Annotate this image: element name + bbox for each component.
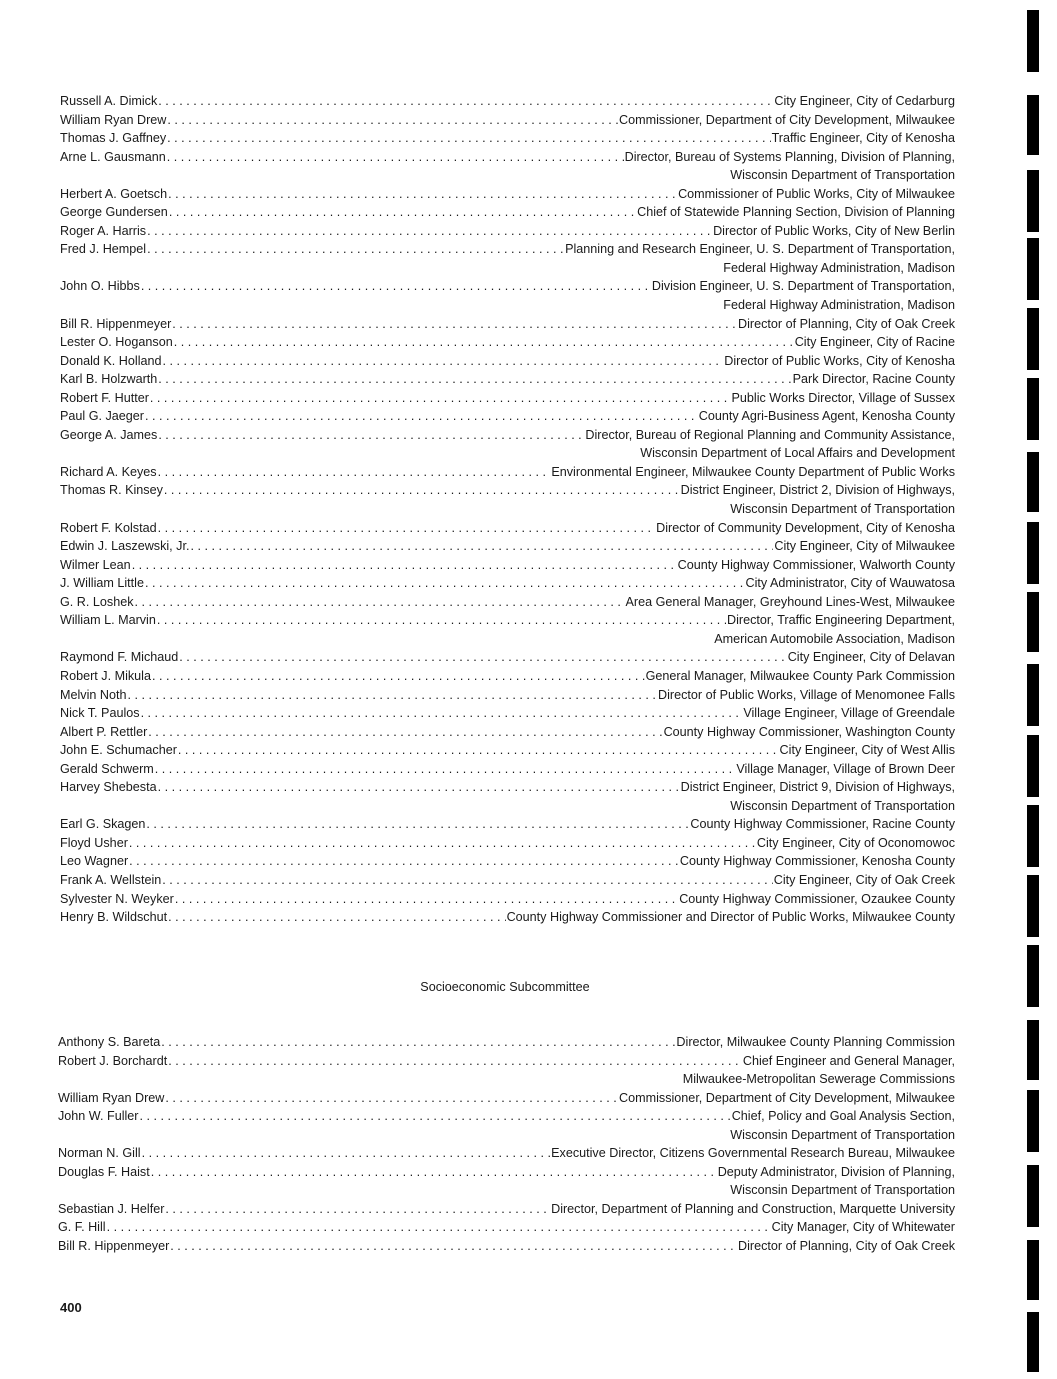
- dot-leader: [135, 593, 625, 612]
- binder-tab-mark: [1027, 452, 1039, 512]
- dot-leader: [164, 481, 680, 500]
- member-title: City Engineer, City of West Allis: [779, 743, 955, 758]
- member-name: Edwin J. Laszewski, Jr.: [60, 539, 190, 554]
- member-name: Gerald Schwerm: [60, 761, 154, 776]
- member-name: Douglas F. Haist: [58, 1164, 150, 1179]
- roster-entry: [60, 92, 955, 111]
- dot-leader: [178, 741, 779, 760]
- roster-entry: [60, 667, 955, 686]
- member-name: George A. James: [60, 427, 158, 442]
- roster-entry: [60, 333, 955, 352]
- member-title: City Engineer, City of Delavan: [787, 650, 955, 665]
- member-name: William Ryan Drew: [58, 1090, 165, 1105]
- member-name: Robert J. Borchardt: [58, 1053, 168, 1068]
- member-title-continuation: Federal Highway Administration, Madison: [723, 298, 955, 313]
- dot-leader: [152, 667, 645, 686]
- member-name: Lester O. Hoganson: [60, 335, 173, 350]
- roster-entry: [58, 1237, 955, 1256]
- member-title: Director of Community Development, City of Kenosha: [656, 520, 955, 535]
- dot-leader: [167, 148, 624, 167]
- dot-leader: [129, 834, 756, 853]
- member-name: Earl G. Skagen: [60, 817, 146, 832]
- binder-tab-mark: [1027, 1090, 1039, 1152]
- roster-entry: [60, 611, 955, 630]
- member-name: G. F. Hill: [58, 1220, 106, 1235]
- member-title: County Highway Commissioner, Washington County: [663, 724, 955, 739]
- member-title-continuation: Wisconsin Department of Transportation: [730, 502, 955, 517]
- member-name: John O. Hibbs: [60, 279, 140, 294]
- dot-leader: [141, 704, 743, 723]
- roster-entry: [58, 1144, 955, 1163]
- binder-tab-mark: [1027, 592, 1039, 652]
- roster-entry: [60, 778, 955, 797]
- member-name: Nick T. Paulos: [60, 706, 140, 721]
- member-title: Commissioner of Public Works, City of Milwaukee: [678, 186, 955, 201]
- member-name: Donald K. Holland: [60, 353, 162, 368]
- member-name: Thomas R. Kinsey: [60, 483, 163, 498]
- member-name: Melvin Noth: [60, 687, 127, 702]
- member-title: Director, Milwaukee County Planning Commission: [676, 1035, 955, 1049]
- member-title: Planning and Research Engineer, U. S. Department of Transportation,: [565, 242, 955, 257]
- roster-entry: [60, 315, 955, 334]
- member-title: Traffic Engineer, City of Kenosha: [771, 131, 955, 146]
- dot-leader: [141, 277, 651, 296]
- member-name: Roger A. Harris: [60, 223, 147, 238]
- member-title: Director of Planning, City of Oak Creek: [738, 316, 955, 331]
- member-title: Director of Public Works, Village of Menomonee Falls: [657, 687, 955, 702]
- member-title: City Engineer, City of Racine: [794, 335, 955, 350]
- dot-leader: [170, 1237, 737, 1256]
- member-title: County Highway Commissioner, Kenosha County: [679, 854, 955, 869]
- member-title: Director of Public Works, City of Kenosha: [724, 353, 955, 368]
- dot-leader: [167, 111, 618, 130]
- member-title: Chief, Policy and Goal Analysis Section,: [731, 1109, 955, 1124]
- member-name: Herbert A. Goetsch: [60, 186, 168, 201]
- member-name: Fred J. Hempel: [60, 242, 147, 257]
- dot-leader: [167, 129, 770, 148]
- member-name: Henry B. Wildschut: [60, 910, 168, 925]
- roster-entry: [60, 593, 955, 612]
- member-title: City Engineer, City of Oconomowoc: [756, 835, 955, 850]
- binder-tab-mark: [1027, 875, 1039, 937]
- member-name: George Gundersen: [60, 205, 168, 220]
- member-name: Leo Wagner: [60, 854, 129, 869]
- roster-entry: [58, 1163, 955, 1182]
- roster-entry: [60, 129, 955, 148]
- roster-entry: [58, 1052, 955, 1071]
- dot-leader: [168, 908, 506, 927]
- dot-leader: [147, 240, 564, 259]
- binder-tab-mark: [1027, 238, 1039, 300]
- member-title: Director, Bureau of Systems Planning, Division of Planning,: [624, 149, 955, 164]
- member-title-continuation: Milwaukee-Metropolitan Sewerage Commissions: [682, 1072, 955, 1087]
- member-title: Director, Department of Planning and Construction, Marquette University: [551, 1201, 955, 1216]
- member-title-continuation: Federal Highway Administration, Madison: [723, 260, 955, 275]
- roster-entry: [60, 815, 955, 834]
- member-title: General Manager, Milwaukee County Park Commission: [645, 668, 955, 683]
- member-name: William Ryan Drew: [60, 112, 167, 127]
- page-number: 400: [60, 1300, 82, 1315]
- roster-entry: [60, 481, 955, 500]
- roster-entry: [60, 370, 955, 389]
- member-title: City Engineer, City of Milwaukee: [774, 539, 955, 554]
- roster-entry: [60, 890, 955, 909]
- member-title-continuation: Wisconsin Department of Transportation: [730, 798, 955, 813]
- binder-tab-mark: [1027, 735, 1039, 797]
- roster-entry: [58, 1033, 955, 1052]
- binder-tab-mark: [1027, 945, 1039, 1007]
- member-title: District Engineer, District 9, Division of Highways,: [680, 780, 955, 795]
- dot-leader: [161, 1033, 675, 1052]
- dot-leader: [155, 760, 736, 779]
- binder-tab-mark: [1027, 1240, 1039, 1300]
- member-title: City Engineer, City of Oak Creek: [773, 872, 955, 887]
- roster-entry: [58, 1089, 955, 1108]
- member-title-continuation: American Automobile Association, Madison: [714, 631, 955, 646]
- dot-leader: [158, 426, 584, 445]
- dot-leader: [148, 723, 662, 742]
- dot-leader: [158, 92, 773, 111]
- binder-tab-mark: [1027, 1165, 1039, 1227]
- roster-entry: [60, 574, 955, 593]
- subcommittee-roster: [60, 92, 955, 927]
- roster-entry: [58, 1218, 955, 1237]
- dot-leader: [142, 1144, 551, 1163]
- roster-entry: [60, 871, 955, 890]
- roster-entry: [60, 352, 955, 371]
- binder-tab-mark: [1027, 378, 1039, 440]
- roster-entry: [60, 111, 955, 130]
- member-title: Area General Manager, Greyhound Lines-West, Milwaukee: [625, 594, 955, 609]
- binder-tab-mark: [1027, 1312, 1039, 1372]
- member-name: Bill R. Hippenmeyer: [58, 1239, 170, 1254]
- member-title: Chief of Statewide Planning Section, Division of Planning: [637, 205, 955, 220]
- binder-tab-mark: [1027, 170, 1039, 232]
- dot-leader: [168, 1052, 742, 1071]
- roster-entry: [60, 463, 955, 482]
- member-name: Robert J. Mikula: [60, 668, 151, 683]
- member-title-continuation: Wisconsin Department of Local Affairs and Development: [640, 446, 955, 461]
- dot-leader: [162, 871, 772, 890]
- dot-leader: [128, 686, 657, 705]
- member-title: Director of Planning, City of Oak Creek: [738, 1239, 955, 1254]
- dot-leader: [175, 890, 678, 909]
- member-name: Karl B. Holzwarth: [60, 372, 158, 387]
- dot-leader: [107, 1218, 771, 1237]
- member-title: Commissioner, Department of City Development, Milwaukee: [619, 1090, 955, 1105]
- dot-leader: [140, 1107, 731, 1126]
- member-title: Commissioner, Department of City Development, Milwaukee: [619, 112, 955, 127]
- roster-entry: [60, 648, 955, 667]
- member-name: G. R. Loshek: [60, 594, 134, 609]
- member-name: Norman N. Gill: [58, 1146, 141, 1161]
- binder-tab-mark: [1027, 1020, 1039, 1080]
- member-name: J. William Little: [60, 576, 144, 591]
- dot-leader: [172, 315, 737, 334]
- roster-entry: [60, 407, 955, 426]
- member-name: Bill R. Hippenmeyer: [60, 316, 172, 331]
- member-title: Division Engineer, U. S. Department of Transportation,: [651, 279, 955, 294]
- dot-leader: [158, 519, 656, 538]
- member-title: City Manager, City of Whitewater: [771, 1220, 955, 1235]
- roster-entry: [58, 1107, 955, 1126]
- member-title: City Administrator, City of Wauwatosa: [745, 576, 955, 591]
- dot-leader: [168, 185, 677, 204]
- binder-tab-mark: [1027, 10, 1039, 72]
- dot-leader: [151, 1163, 717, 1182]
- member-title: County Highway Commissioner, Racine County: [690, 817, 955, 832]
- roster-entry: [60, 852, 955, 871]
- member-name: Robert F. Kolstad: [60, 520, 157, 535]
- member-title: Public Works Director, Village of Sussex: [731, 390, 955, 405]
- member-name: Sylvester N. Weyker: [60, 891, 174, 906]
- member-title-continuation: Wisconsin Department of Transportation: [730, 168, 955, 183]
- roster-entry: [60, 556, 955, 575]
- member-name: Anthony S. Bareta: [58, 1035, 161, 1049]
- member-title: County Highway Commissioner, Walworth County: [677, 557, 955, 572]
- roster-entry: [60, 185, 955, 204]
- member-name: Russell A. Dimick: [60, 94, 158, 108]
- dot-leader: [179, 648, 786, 667]
- roster-entry: [60, 908, 955, 927]
- member-title: District Engineer, District 2, Division of Highways,: [680, 483, 955, 498]
- member-name: Richard A. Keyes: [60, 464, 157, 479]
- member-title: Executive Director, Citizens Governmental Research Bureau, Milwaukee: [551, 1146, 955, 1161]
- roster-entry: [58, 1200, 955, 1219]
- roster-entry: [60, 389, 955, 408]
- roster-entry: [60, 834, 955, 853]
- member-name: Thomas J. Gaffney: [60, 131, 167, 146]
- binder-tab-mark: [1027, 522, 1039, 584]
- binder-tab-mark: [1027, 805, 1039, 867]
- roster-entry: [60, 686, 955, 705]
- roster-entry: [60, 203, 955, 222]
- member-name: Albert P. Rettler: [60, 724, 148, 739]
- roster-entry: [60, 704, 955, 723]
- dot-leader: [163, 352, 724, 371]
- member-title: County Highway Commissioner and Director of Public Works, Milwaukee County: [506, 910, 955, 925]
- member-title: Park Director, Racine County: [792, 372, 955, 387]
- member-title: Environmental Engineer, Milwaukee County Department of Public Works: [551, 464, 955, 479]
- member-title: Director, Traffic Engineering Department,: [727, 613, 955, 628]
- dot-leader: [169, 203, 636, 222]
- member-name: Frank A. Wellstein: [60, 872, 162, 887]
- roster-entry: [60, 537, 955, 556]
- dot-leader: [147, 222, 712, 241]
- member-title: Chief Engineer and General Manager,: [742, 1053, 955, 1068]
- roster-entry: [60, 148, 955, 167]
- roster-entry: [60, 519, 955, 538]
- member-name: Wilmer Lean: [60, 557, 131, 572]
- member-name: Paul G. Jaeger: [60, 409, 145, 424]
- socioeconomic-subcommittee-roster: [58, 1033, 955, 1256]
- member-title: County Agri-Business Agent, Kenosha County: [698, 409, 955, 424]
- binder-tab-mark: [1027, 664, 1039, 726]
- dot-leader: [132, 556, 677, 575]
- roster-entry: [60, 240, 955, 259]
- member-name: Floyd Usher: [60, 835, 128, 850]
- dot-leader: [165, 1200, 550, 1219]
- roster-entry: [60, 741, 955, 760]
- dot-leader: [165, 1089, 618, 1108]
- member-name: Raymond F. Michaud: [60, 650, 179, 665]
- dot-leader: [157, 611, 726, 630]
- member-title-continuation: Wisconsin Department of Transportation: [730, 1127, 955, 1142]
- dot-leader: [146, 815, 689, 834]
- member-name: Harvey Shebesta: [60, 780, 157, 795]
- binder-tab-mark: [1027, 308, 1039, 370]
- member-name: John E. Schumacher: [60, 743, 177, 758]
- member-title: County Highway Commissioner, Ozaukee County: [679, 891, 955, 906]
- dot-leader: [145, 574, 745, 593]
- member-title: Director, Bureau of Regional Planning and Community Assistance,: [585, 427, 955, 442]
- dot-leader: [158, 463, 551, 482]
- dot-leader: [158, 370, 791, 389]
- member-title: Deputy Administrator, Division of Planning,: [717, 1164, 955, 1179]
- binder-tab-mark: [1027, 95, 1039, 155]
- member-title: Director of Public Works, City of New Berlin: [713, 223, 955, 238]
- member-title: Village Manager, Village of Brown Deer: [736, 761, 955, 776]
- dot-leader: [150, 389, 731, 408]
- member-name: William L. Marvin: [60, 613, 156, 628]
- roster-entry: [60, 426, 955, 445]
- roster-entry: [60, 723, 955, 742]
- member-title: City Engineer, City of Cedarburg: [774, 94, 955, 108]
- roster-entry: [60, 222, 955, 241]
- roster-entry: [60, 760, 955, 779]
- member-title-continuation: Wisconsin Department of Transportation: [730, 1183, 955, 1198]
- dot-leader: [145, 407, 698, 426]
- member-name: John W. Fuller: [58, 1109, 139, 1124]
- member-name: Sebastian J. Helfer: [58, 1201, 165, 1216]
- member-name: Arne L. Gausmann: [60, 149, 166, 164]
- member-title: Village Engineer, Village of Greendale: [743, 706, 955, 721]
- dot-leader: [129, 852, 679, 871]
- section-heading: Socioeconomic Subcommittee: [420, 980, 590, 994]
- roster-entry: [60, 277, 955, 296]
- member-name: Robert F. Hutter: [60, 390, 149, 405]
- dot-leader: [158, 778, 680, 797]
- dot-leader: [190, 537, 773, 556]
- dot-leader: [174, 333, 794, 352]
